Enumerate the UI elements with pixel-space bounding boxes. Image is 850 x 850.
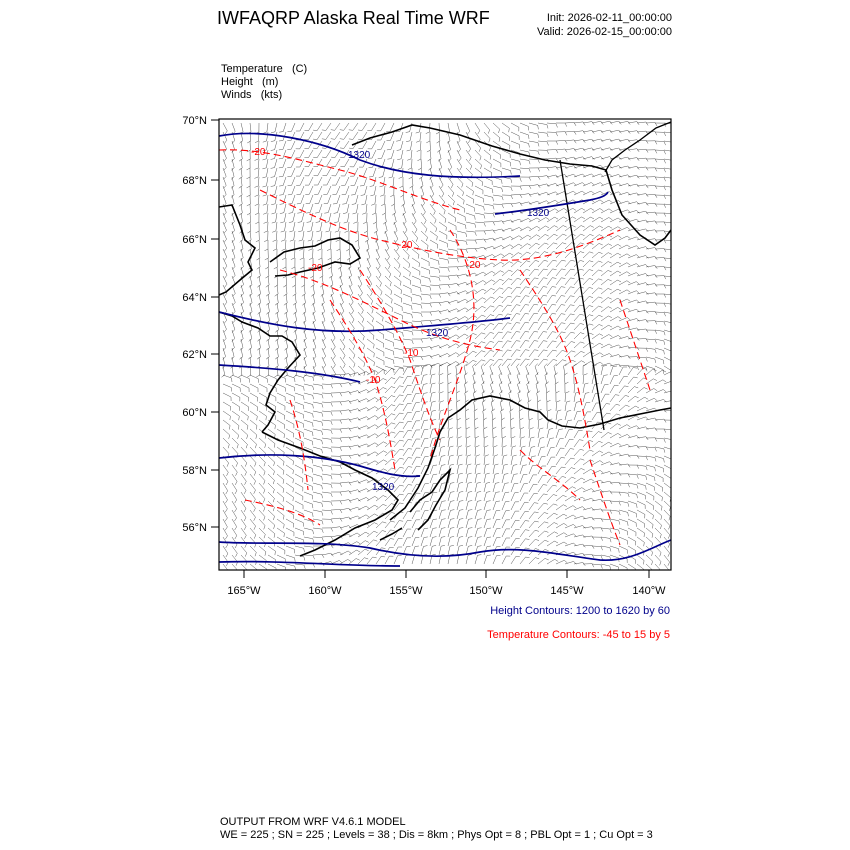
- coastline: [219, 125, 671, 556]
- lat-label: 58°N: [182, 465, 207, 477]
- lon-label: 165°W: [227, 585, 261, 597]
- field-label-temperature: Temperature (C): [221, 63, 308, 75]
- lat-label: 64°N: [182, 292, 207, 304]
- contour-labels: [251, 147, 550, 493]
- wind-barbs: [222, 121, 676, 575]
- temperature-label: -20: [251, 147, 266, 158]
- model-info: OUTPUT FROM WRF V4.6.1 MODEL: [220, 816, 406, 828]
- temperature-label: -20: [308, 263, 323, 274]
- field-label-height: Height (m): [221, 76, 279, 88]
- wind-barb-field: [222, 121, 676, 575]
- init-time: Init: 2026-02-11_00:00:00: [546, 12, 672, 24]
- lon-label: 145°W: [550, 585, 584, 597]
- map-title: IWFAQRP Alaska Real Time WRF: [217, 8, 490, 28]
- lat-label: 70°N: [182, 115, 207, 127]
- lon-label: 155°W: [389, 585, 423, 597]
- height-label: 1320: [348, 150, 371, 161]
- height-label: 1320: [372, 482, 395, 493]
- lat-label: 60°N: [182, 407, 207, 419]
- temperature-label: -20: [466, 260, 481, 271]
- lat-label: 56°N: [182, 522, 207, 534]
- lat-label: 62°N: [182, 349, 207, 361]
- lat-label: 66°N: [182, 234, 207, 246]
- temperature-label: -10: [366, 375, 381, 386]
- lat-label: 68°N: [182, 175, 207, 187]
- lon-label: 140°W: [632, 585, 666, 597]
- temperature-contour-legend: Temperature Contours: -45 to 15 by 5: [487, 629, 670, 641]
- field-label-winds: Winds (kts): [221, 89, 283, 101]
- model-config: WE = 225 ; SN = 225 ; Levels = 38 ; Dis = 8km ; Phys Opt = 8 ; PBL Opt = 1 ; Cu Opt = 3: [220, 829, 653, 841]
- height-contour-legend: Height Contours: 1200 to 1620 by 60: [490, 605, 670, 617]
- lon-label: 150°W: [469, 585, 503, 597]
- height-label: 1320: [527, 208, 550, 219]
- height-label: 1320: [426, 328, 449, 339]
- temperature-contours: [219, 150, 650, 545]
- temperature-label: -10: [404, 348, 419, 359]
- lon-label: 160°W: [308, 585, 342, 597]
- valid-time: Valid: 2026-02-15_00:00:00: [537, 26, 672, 38]
- temperature-label: -20: [398, 240, 413, 251]
